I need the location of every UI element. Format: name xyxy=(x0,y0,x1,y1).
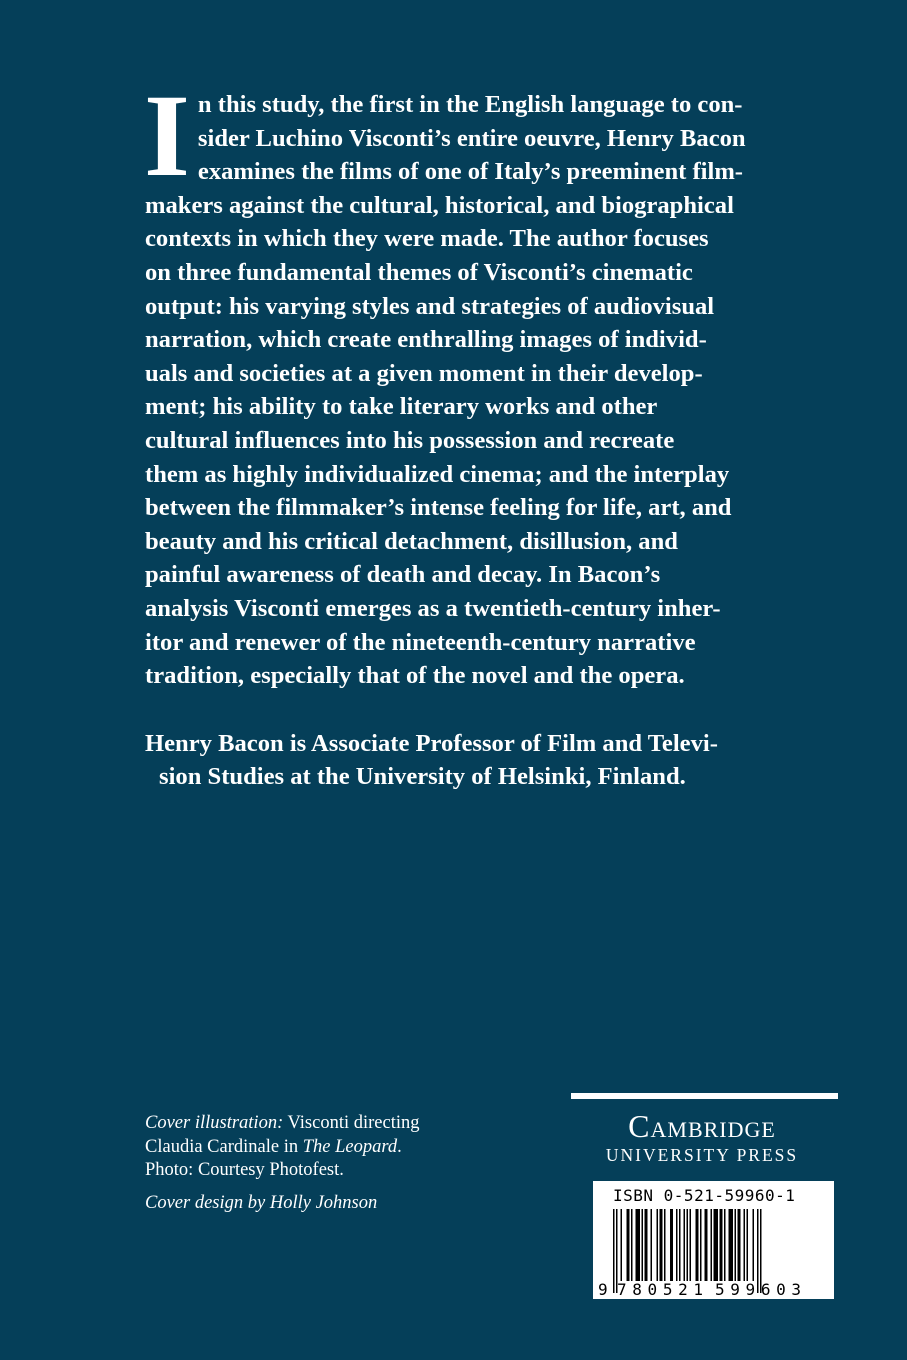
blurb-line: ment; his ability to take literary works and other xyxy=(145,393,658,421)
barcode-bar xyxy=(676,1209,678,1281)
barcode-bar xyxy=(744,1209,746,1281)
barcode-bar xyxy=(636,1209,641,1281)
bio-line: sion Studies at the University of Helsinki, Finland. xyxy=(159,763,686,791)
blurb-line: on three fundamental themes of Visconti’s cinematic xyxy=(145,258,693,286)
barcode-bar xyxy=(631,1209,633,1281)
barcode-bar xyxy=(657,1209,659,1281)
barcode-bar xyxy=(700,1209,702,1281)
barcode-digits-left: 780521 xyxy=(617,1280,703,1299)
isbn-number: ISBN 0-521-59960-1 xyxy=(613,1186,796,1205)
blurb-line: analysis Visconti emerges as a twentieth-century inher- xyxy=(145,594,721,622)
barcode-bar xyxy=(720,1209,723,1281)
author-bio xyxy=(145,727,767,794)
barcode-bar xyxy=(757,1209,759,1293)
publisher-press: UNIVERSITY PRESS xyxy=(605,1145,799,1165)
barcode-bar xyxy=(679,1209,681,1281)
isbn-barcode-box xyxy=(593,1181,834,1299)
blurb-line: n this study, the first in the English language to con- xyxy=(197,91,743,118)
barcode-bar xyxy=(711,1209,713,1281)
barcode xyxy=(593,1181,834,1299)
illustration-label: Cover illustration: xyxy=(145,1113,284,1133)
blurb-line: examines the films of one of Italy’s preeminent film- xyxy=(197,158,743,186)
blurb-line: painful awareness of death and decay. In Bacon’s xyxy=(145,561,661,589)
blurb-line: uals and societies at a given moment in their develop- xyxy=(145,359,703,387)
drop-cap: I xyxy=(144,70,190,201)
barcode-bar xyxy=(642,1209,644,1281)
design-credit: Cover design by Holly Johnson xyxy=(145,1192,378,1213)
blurb-line: sider Luchino Visconti’s entire oeuvre, Henry Bacon xyxy=(197,124,746,152)
barcode-bar xyxy=(613,1209,615,1293)
film-title: The Leopard xyxy=(302,1136,398,1157)
barcode-bar xyxy=(705,1209,708,1281)
barcode-bar xyxy=(687,1209,689,1281)
barcode-digit-prefix: 9 xyxy=(598,1280,608,1299)
barcode-bar xyxy=(627,1209,630,1281)
barcode-bar xyxy=(729,1209,734,1281)
barcode-bar xyxy=(714,1209,719,1281)
barcode-bar xyxy=(753,1209,755,1281)
barcode-bar xyxy=(724,1209,726,1281)
blurb-line: beauty and his critical detachment, disillusion, and xyxy=(145,527,678,555)
publisher-logo xyxy=(571,1108,833,1166)
blurb-line: itor and renewer of the nineteenth-century narrative xyxy=(145,628,696,656)
barcode-bar xyxy=(651,1209,653,1281)
blurb-line: contexts in which they were made. The author focuses xyxy=(145,225,709,253)
blurb-paragraph xyxy=(144,70,767,794)
bio-line: Henry Bacon is Associate Professor of Film and Televi- xyxy=(145,729,718,757)
barcode-bar xyxy=(660,1209,663,1281)
barcode-bar xyxy=(670,1209,673,1281)
illustration-credit: Cover illustration: Visconti directing Claudia Cardinale in The Leopard. Photo: Courtesy Photofest. xyxy=(145,1113,420,1180)
publisher-rule xyxy=(571,1093,838,1099)
barcode-bar xyxy=(690,1209,692,1281)
blurb-line: cultural influences into his possession and recreate xyxy=(145,426,675,454)
barcode-bar xyxy=(684,1209,686,1281)
photo-credit: Photo: Courtesy Photofest. xyxy=(145,1160,344,1180)
publisher-name: Cambridge xyxy=(628,1108,776,1144)
cover-credits xyxy=(145,1112,525,1215)
barcode-bar xyxy=(664,1209,666,1281)
blurb-line: makers against the cultural, historical, and biographical xyxy=(145,191,734,219)
barcode-digits-right: 599603 xyxy=(715,1280,801,1299)
blurb-line: tradition, especially that of the novel and the opera. xyxy=(145,662,685,690)
barcode-bar xyxy=(621,1209,623,1281)
blurb-line: output: his varying styles and strategies of audiovisual xyxy=(145,292,715,320)
barcode-bar xyxy=(747,1209,749,1281)
blurb-text xyxy=(144,70,767,693)
barcode-bar xyxy=(645,1209,648,1281)
blurb-line: them as highly individualized cinema; and the interplay xyxy=(145,460,730,488)
barcode-bar xyxy=(738,1209,741,1281)
blurb-line: between the filmmaker’s intense feeling for life, art, and xyxy=(145,494,732,522)
barcode-bar xyxy=(735,1209,737,1281)
blurb-line: narration, which create enthralling images of individ- xyxy=(145,326,707,354)
barcode-bar xyxy=(696,1209,699,1281)
